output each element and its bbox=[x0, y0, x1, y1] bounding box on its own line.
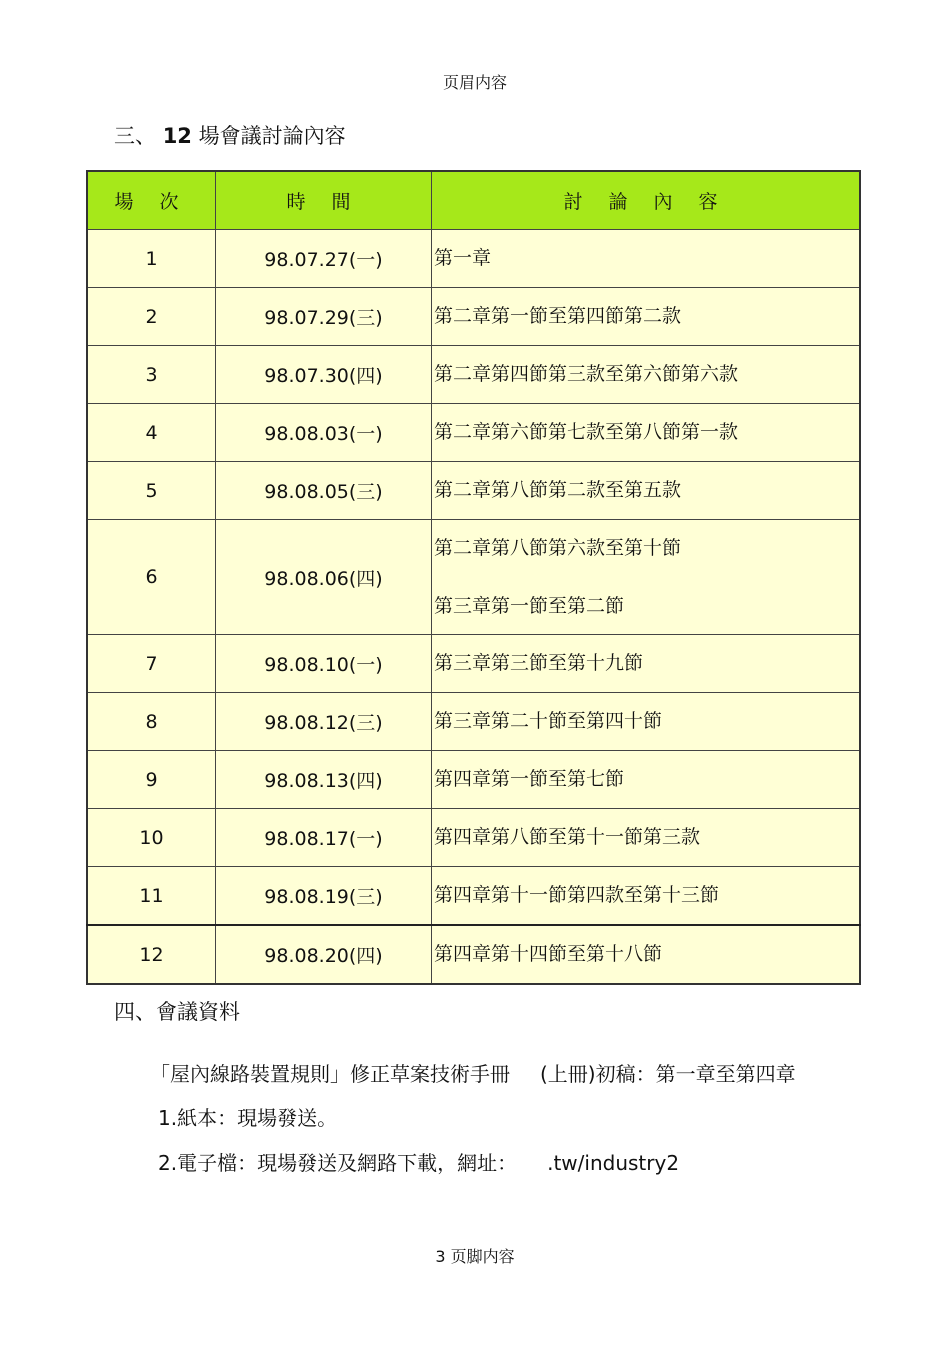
session-number: 6 bbox=[87, 520, 216, 635]
content-line: 第四章第八節至第十一節第三款 bbox=[434, 826, 701, 848]
content-line: 第二章第四節第三款至第六節第六款 bbox=[434, 363, 739, 385]
session-date: 98.08.10(一) bbox=[216, 635, 432, 693]
electronic-copy-text: 2.電子檔：現場發送及網路下載，網址： bbox=[158, 1151, 518, 1175]
session-number: 4 bbox=[87, 404, 216, 462]
table-row bbox=[87, 925, 860, 984]
table-row bbox=[87, 867, 860, 926]
content-line: 第二章第八節第二款至第五款 bbox=[434, 479, 682, 501]
table-row bbox=[87, 230, 860, 288]
page-header: 页眉内容 bbox=[442, 73, 507, 92]
table-row bbox=[87, 288, 860, 346]
session-number: 5 bbox=[87, 462, 216, 520]
header-session: 場 次 bbox=[87, 171, 216, 230]
session-content bbox=[432, 520, 861, 635]
session-date: 98.07.27(一) bbox=[216, 230, 432, 288]
table-row bbox=[87, 751, 860, 809]
session-date: 98.08.19(三) bbox=[216, 867, 432, 926]
session-content bbox=[432, 230, 861, 288]
session-content bbox=[432, 346, 861, 404]
session-number: 7 bbox=[87, 635, 216, 693]
table-row bbox=[87, 809, 860, 867]
session-content bbox=[432, 635, 861, 693]
meeting-schedule-table bbox=[86, 170, 861, 985]
session-number: 10 bbox=[87, 809, 216, 867]
session-date: 98.08.17(一) bbox=[216, 809, 432, 867]
session-date: 98.08.03(一) bbox=[216, 404, 432, 462]
table-row bbox=[87, 462, 860, 520]
section-three-prefix: 三、 bbox=[114, 124, 156, 148]
session-number: 3 bbox=[87, 346, 216, 404]
session-content bbox=[432, 693, 861, 751]
header-time: 時 間 bbox=[216, 171, 432, 230]
session-number: 12 bbox=[87, 925, 216, 984]
manual-title: 「屋內線路裝置規則」修正草案技術手冊 bbox=[150, 1062, 510, 1086]
section-three-heading bbox=[114, 120, 346, 150]
content-line: 第四章第十一節第四款至第十三節 bbox=[434, 884, 720, 906]
content-line: 第二章第八節第六款至第十節 bbox=[434, 536, 682, 559]
table-row bbox=[87, 635, 860, 693]
content-line: 第三章第二十節至第四十節 bbox=[434, 710, 663, 732]
session-content bbox=[432, 809, 861, 867]
manual-title-line bbox=[150, 1058, 796, 1087]
session-date: 98.08.13(四) bbox=[216, 751, 432, 809]
paper-copy-line: 1.紙本：現場發送。 bbox=[158, 1106, 338, 1130]
table-row bbox=[87, 520, 860, 635]
section-three-count: 12 bbox=[162, 124, 192, 148]
section-four-heading: 四、會議資料 bbox=[114, 1000, 240, 1024]
content-line: 第二章第六節第七款至第八節第一款 bbox=[434, 421, 739, 443]
table-row bbox=[87, 693, 860, 751]
session-content bbox=[432, 404, 861, 462]
session-content bbox=[432, 867, 861, 926]
session-number: 9 bbox=[87, 751, 216, 809]
section-three-title: 場會議討論內容 bbox=[198, 124, 346, 148]
table-row bbox=[87, 346, 860, 404]
content-line: 第四章第一節至第七節 bbox=[434, 768, 625, 790]
content-line: 第二章第一節至第四節第二款 bbox=[434, 305, 682, 327]
header-content: 討 論 內 容 bbox=[432, 171, 861, 230]
content-line: 第四章第十四節至第十八節 bbox=[434, 943, 663, 965]
session-date: 98.08.12(三) bbox=[216, 693, 432, 751]
download-url[interactable]: .tw/industry2 bbox=[547, 1151, 680, 1175]
table-row bbox=[87, 404, 860, 462]
session-number: 2 bbox=[87, 288, 216, 346]
session-number: 8 bbox=[87, 693, 216, 751]
session-date: 98.08.06(四) bbox=[216, 520, 432, 635]
content-line: 第一章 bbox=[434, 247, 492, 269]
session-content bbox=[432, 288, 861, 346]
session-date: 98.07.30(四) bbox=[216, 346, 432, 404]
content-line: 第三章第一節至第二節 bbox=[434, 594, 625, 617]
session-number: 1 bbox=[87, 230, 216, 288]
table-header-row bbox=[87, 171, 860, 230]
content-line: 第三章第三節至第十九節 bbox=[434, 652, 644, 674]
session-content bbox=[432, 925, 861, 984]
session-date: 98.08.05(三) bbox=[216, 462, 432, 520]
session-content bbox=[432, 751, 861, 809]
session-date: 98.08.20(四) bbox=[216, 925, 432, 984]
session-content bbox=[432, 462, 861, 520]
electronic-copy-line bbox=[158, 1147, 679, 1176]
manual-edition: (上冊)初稿：第一章至第四章 bbox=[540, 1062, 796, 1086]
session-date: 98.07.29(三) bbox=[216, 288, 432, 346]
page-footer: 3 页脚内容 bbox=[435, 1247, 515, 1266]
session-number: 11 bbox=[87, 867, 216, 926]
